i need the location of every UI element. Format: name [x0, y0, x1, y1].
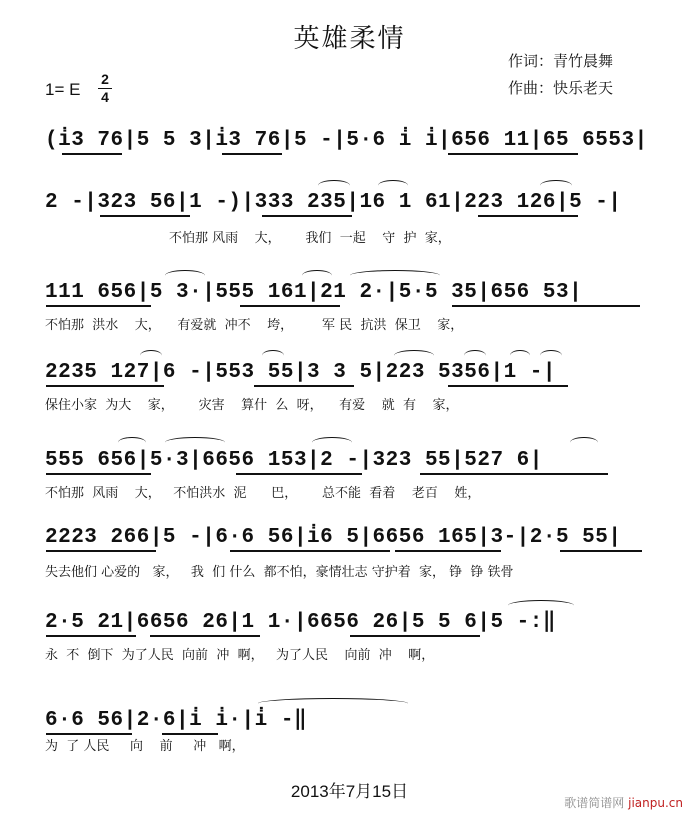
score-line-4-notes: 2235 127|6 -|553 55|3 3 5|223 5356|1 -| — [45, 361, 556, 384]
site-watermark — [564, 794, 683, 811]
beam — [46, 305, 151, 307]
beam — [100, 215, 190, 217]
song-title: 英雄柔情 — [293, 24, 406, 54]
beam — [350, 635, 480, 637]
slur — [165, 270, 205, 281]
slur — [570, 437, 598, 448]
beam — [560, 550, 642, 552]
slur — [118, 437, 146, 448]
slur — [165, 437, 225, 448]
score-line-5-lyrics: 不怕那 风雨 大， 不怕洪水 泥 巴， 总不能 看着 老百 姓， — [45, 486, 481, 501]
slur — [464, 350, 486, 361]
score-line-3-lyrics: 不怕那 洪水 大， 有爱就 冲不 垮， 军 民 抗洪 保卫 家， — [45, 318, 464, 333]
slur — [258, 698, 408, 709]
beam — [62, 153, 122, 155]
slur — [302, 270, 332, 281]
slur — [540, 350, 562, 361]
score-line-4-lyrics: 保住小家 为大 家， 灾害 算什 么 呀， 有爱 就 有 家， — [45, 398, 459, 413]
beam — [240, 305, 340, 307]
slur — [378, 180, 408, 191]
slur — [262, 350, 284, 361]
slur — [508, 600, 574, 611]
beam — [222, 153, 282, 155]
beam — [236, 473, 362, 475]
beam — [162, 733, 218, 735]
key-signature: 1= E — [45, 80, 81, 99]
slur — [312, 437, 352, 448]
score-line-6-lyrics: 失去他们 心爱的 家， 我 们 什么 都不怕，豪情壮志 守护着 家， 铮 铮 铁骨 — [45, 565, 514, 580]
slur — [140, 350, 162, 361]
beam — [46, 550, 156, 552]
beam — [448, 385, 568, 387]
score-line-6-notes: 2223 266|5 -|6·6 56|i̇6 5|6656 165|3-|2·5 55| — [45, 526, 622, 549]
slur — [350, 270, 440, 281]
date-stamp: 2013年7月15日 — [290, 782, 409, 801]
beam — [452, 305, 640, 307]
score-line-7-notes: 2·5 21|6656 26|1 1·|6656 26|5 5 6|5 -:‖ — [45, 611, 557, 634]
watermark-site: 歌谱简谱网 — [564, 796, 625, 810]
time-signature-bottom: 4 — [101, 89, 109, 105]
score-line-2-notes: 2 -|323 56|1 -)|333 235|16 1 61|223 126|5 -| — [45, 191, 622, 214]
beam — [46, 473, 151, 475]
beam — [448, 153, 578, 155]
slur — [510, 350, 530, 361]
beam — [395, 550, 501, 552]
beam — [262, 215, 352, 217]
beam — [230, 550, 390, 552]
score-line-8-notes: 6·6 56|2·6|i̇ i̇·|i̇ -‖ — [45, 709, 308, 732]
composer-credit: 作曲：快乐老天 — [508, 79, 614, 97]
beam — [420, 473, 608, 475]
score-line-8-lyrics: 为 了 人民 向 前 冲 啊， — [45, 739, 245, 754]
score-line-7-lyrics: 永 不 倒下 为了人民 向前 冲 啊， 为了人民 向前 冲 啊， — [45, 648, 435, 663]
slur — [318, 180, 350, 191]
time-signature — [98, 72, 112, 105]
lyricist-credit: 作词：青竹晨舞 — [508, 52, 614, 70]
score-line-2-lyrics: 不怕那 风雨 大， 我们 一起 守 护 家， — [45, 231, 451, 246]
beam — [46, 733, 132, 735]
score-line-5-notes: 555 656|5·3|6656 153|2 -|323 55|527 6| — [45, 449, 543, 472]
score-line-3-notes: 111 656|5 3·|555 161|21 2·|5·5 35|656 53| — [45, 281, 583, 304]
beam — [150, 635, 260, 637]
score-line-1-notes: (i̇3 76|5 5 3|i̇3 76|5 -|5·6 i̇ i̇|656 11|65 6553| — [45, 129, 648, 152]
beam — [478, 215, 578, 217]
time-signature-top: 2 — [101, 71, 109, 87]
beam — [46, 635, 136, 637]
beam — [46, 385, 164, 387]
watermark-url: jianpu.cn — [628, 796, 683, 810]
slur — [394, 350, 434, 361]
slur — [540, 180, 572, 191]
beam — [254, 385, 354, 387]
